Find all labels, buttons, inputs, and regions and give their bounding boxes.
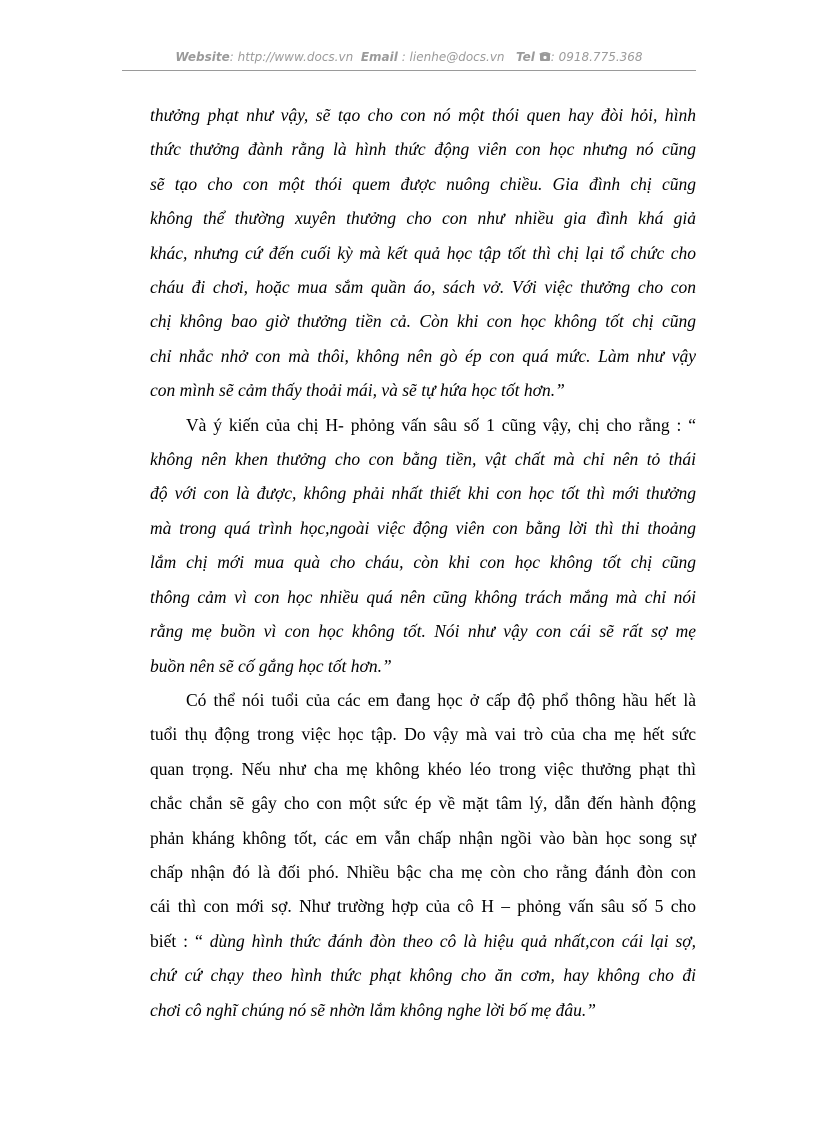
text-line: chơi cô nghĩ chúng nó sẽ nhờn lắm không nghe lời bố mẹ đâu.” <box>150 999 597 1020</box>
text-line: độ với con là được, không phải nhất thiết khi con học tốt thì mới thưởng <box>150 483 696 504</box>
tel-value: : 0918.775.368 <box>550 50 643 64</box>
phone-icon <box>539 51 551 62</box>
paragraph-3 <box>150 683 696 1027</box>
website-label: Website <box>175 50 230 64</box>
text-line: cái thì con mới sợ. Như trường hợp của cô H – phỏng vấn sâu số 5 cho <box>150 896 696 917</box>
text-line: thức thưởng đành rằng là hình thức động viên con học nhưng nó cũng <box>150 139 696 160</box>
text-line: thông cảm vì con học nhiều quá nên cũng không trách mắng mà chỉ nói <box>150 586 696 607</box>
page-header <box>122 50 696 64</box>
paragraph-quote-2 <box>150 442 696 683</box>
text-line: chấp nhận đó là đối phó. Nhiều bậc cha mẹ còn cho rằng đánh đòn con <box>150 861 696 882</box>
paragraph-2 <box>150 408 696 683</box>
text-line: tuổi thụ động trong việc học tập. Do vậy mà vai trò của cha mẹ hết sức <box>150 724 696 745</box>
text-line: chứ cứ chạy theo hình thức phạt không cho ăn cơm, hay không cho đi <box>150 965 696 986</box>
text-line: không nên khen thưởng cho con bằng tiền, vật chất mà chỉ nên tỏ thái <box>150 449 696 470</box>
text-run: biết : “ <box>150 930 203 951</box>
text-line: rằng mẹ buồn vì con học không tốt. Nói như vậy con cái sẽ rất sợ mẹ <box>150 621 696 642</box>
text-line: quan trọng. Nếu như cha mẹ không khéo léo trong việc thưởng phạt thì <box>150 758 696 779</box>
paragraph-quote-1 <box>150 98 696 408</box>
text-line: chỉ nhắc nhở con mà thôi, không nên gò ép con quá mức. Làm như vậy <box>150 345 696 366</box>
text-line: không thể thường xuyên thưởng cho con như nhiều gia đình khá giả <box>150 208 696 229</box>
text-line: chị không bao giờ thưởng tiền cả. Còn khi con học không tốt chị cũng <box>150 311 696 332</box>
website-value: : http://www.docs.vn <box>229 50 354 64</box>
text-line: con mình sẽ cảm thấy thoải mái, và sẽ tự hứa học tốt hơn.” <box>150 380 565 401</box>
text-line: thưởng phạt như vậy, sẽ tạo cho con nó một thói quen hay đòi hỏi, hình <box>150 105 696 125</box>
text-line: Có thể nói tuổi của các em đang học ở cấp độ phổ thông hầu hết là <box>186 689 696 710</box>
text-line: Và ý kiến của chị H- phỏng vấn sâu số 1 cũng vậy, chị cho rằng : “ <box>186 414 696 435</box>
document-body <box>150 98 696 1027</box>
email-value: : lienhe@docs.vn <box>401 50 505 64</box>
paragraph-quote-3 <box>150 958 696 1027</box>
tel-label: Tel <box>516 50 535 64</box>
text-line: chắc chắn sẽ gây cho con một sức ép về mặt tâm lý, dẫn đến hành động <box>150 793 696 814</box>
text-line: sẽ tạo cho con một thói quem được nuông chiều. Gia đình chị cũng <box>150 173 696 194</box>
text-line: buồn nên sẽ cố gắng học tốt hơn.” <box>150 655 392 676</box>
text-run-italic: dùng hình thức đánh đòn theo cô là hiệu quả nhất,con cái lại sợ, <box>202 930 697 951</box>
text-line: lắm chị mới mua quà cho cháu, còn khi con học không tốt chị cũng <box>150 552 696 573</box>
text-line: cháu đi chơi, hoặc mua sắm quần áo, sách vở. Với việc thưởng cho con <box>150 277 696 298</box>
text-line: mà trong quá trình học,ngoài việc động viên con bằng lời thì thi thoảng <box>150 517 696 538</box>
email-label: Email <box>360 50 398 64</box>
header-rule <box>122 70 696 71</box>
text-line: khác, nhưng cứ đến cuối kỳ mà kết quả học tập tốt thì chị lại tổ chức cho <box>150 242 696 263</box>
text-line: phản kháng không tốt, các em vẫn chấp nhận ngồi vào bàn học song sự <box>150 827 696 848</box>
text-line-mixed <box>150 924 696 958</box>
